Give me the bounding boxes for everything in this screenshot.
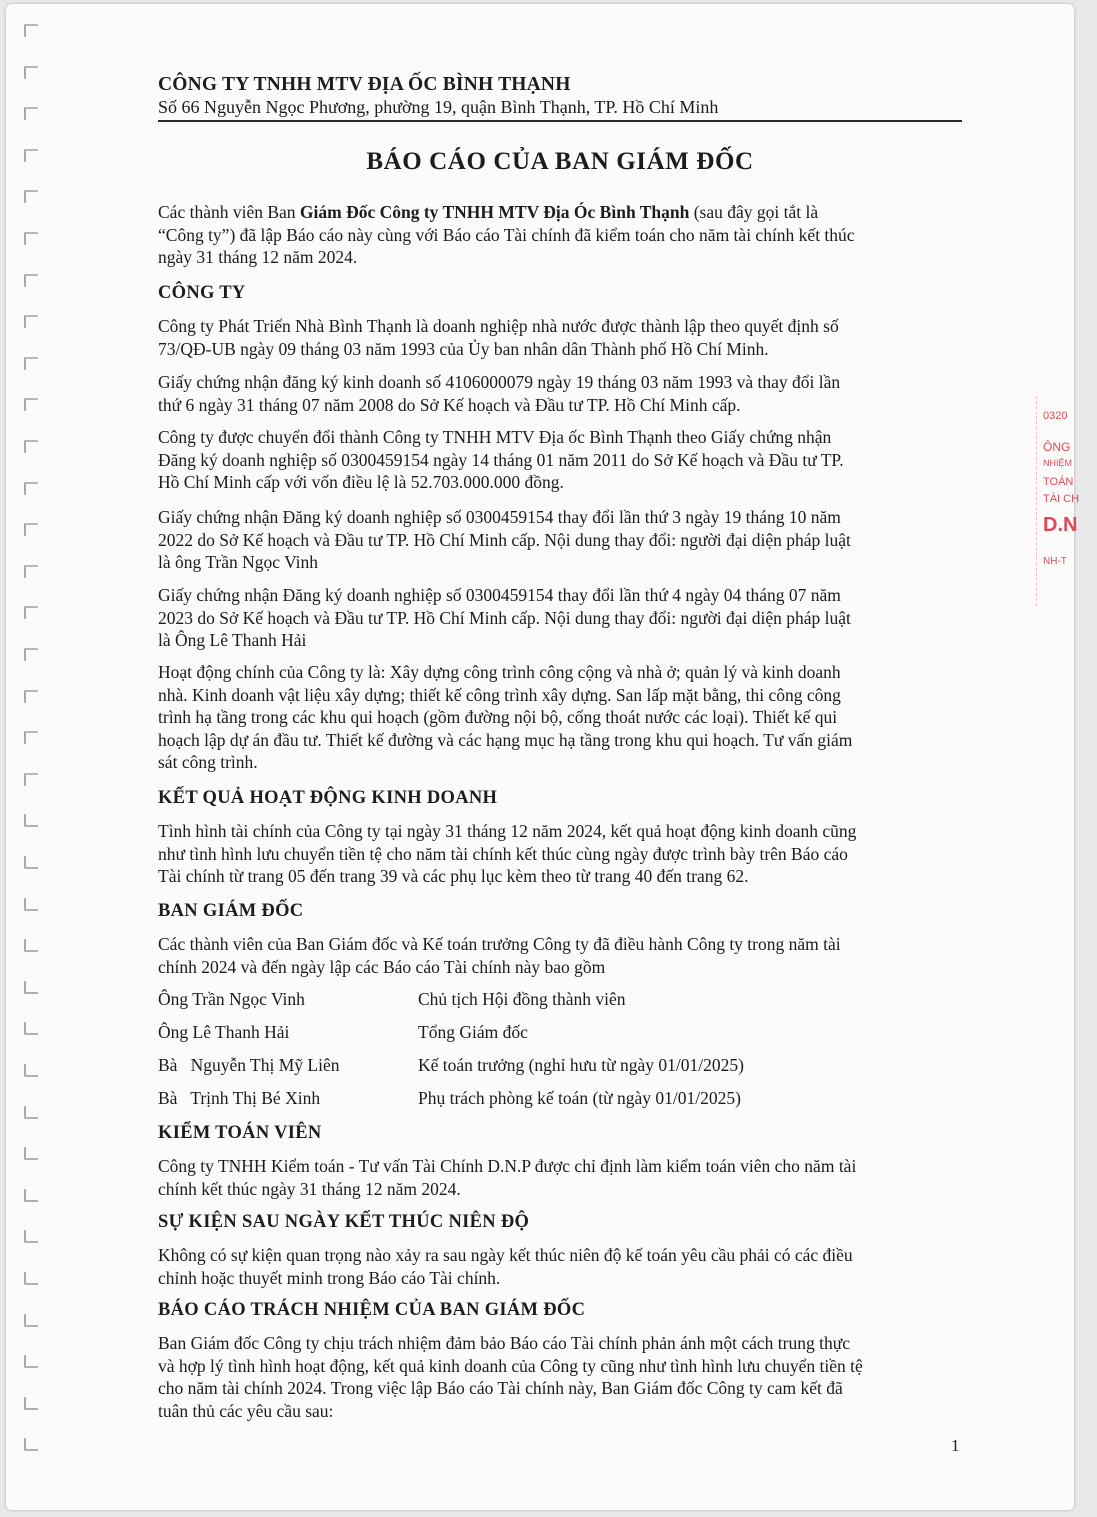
binding-hole bbox=[24, 648, 38, 661]
stamp-text: 0320 bbox=[1043, 410, 1068, 422]
text-line: Ban Giám đốc Công ty chịu trách nhiệm đảm bảo Báo cáo Tài chính phản ánh một cách trung thực bbox=[158, 1333, 850, 1353]
text-line: tuân thủ các yêu cầu sau: bbox=[158, 1400, 334, 1421]
company-name: CÔNG TY TNHH MTV ĐỊA ỐC BÌNH THẠNH bbox=[158, 74, 571, 95]
text-line: Giấy chứng nhận Đăng ký doanh nghiệp số 0300459154 thay đổi lần thứ 4 ngày 04 tháng 07 năm bbox=[158, 585, 841, 605]
stamp-text: NH-T bbox=[1043, 556, 1067, 567]
paragraph bbox=[158, 661, 956, 774]
section-heading-board: BAN GIÁM ĐỐC bbox=[158, 901, 304, 921]
section-heading-results: KẾT QUẢ HOẠT ĐỘNG KINH DOANH bbox=[158, 788, 498, 808]
stamp-text: TOÁN bbox=[1043, 476, 1074, 488]
binding-hole bbox=[24, 565, 38, 578]
text-line: là Ông Lê Thanh Hải bbox=[158, 630, 307, 651]
text-line: “Công ty”) đã lập Báo cáo này cùng với Báo cáo Tài chính đã kiểm toán cho năm tài chính kết thúc bbox=[158, 224, 855, 245]
paragraph bbox=[158, 315, 956, 360]
member-name: Bà Nguyễn Thị Mỹ Liên bbox=[158, 1055, 340, 1075]
text-line: chính kết thúc ngày 31 tháng 12 năm 2024. bbox=[158, 1178, 461, 1199]
binding-hole bbox=[24, 1189, 38, 1202]
member-name: Ông Lê Thanh Hải bbox=[158, 1022, 290, 1042]
paragraph bbox=[158, 1244, 956, 1289]
binding-hole bbox=[24, 357, 38, 370]
binding-hole bbox=[24, 66, 38, 79]
text-line: và hợp lý tình hình hoạt động, kết quả kinh doanh của Công ty cũng như tình hình lưu chuyển tiền tệ bbox=[158, 1355, 863, 1376]
binding-hole bbox=[24, 1106, 38, 1119]
binding-hole bbox=[24, 1438, 38, 1451]
text-line: là ông Trần Ngọc Vinh bbox=[158, 552, 319, 573]
paragraph bbox=[158, 820, 956, 888]
text-line: 2023 do Sở Kế hoạch và Đầu tư TP. Hồ Chí Minh cấp. Nội dung thay đổi: người đại diện pháp luật bbox=[158, 607, 851, 628]
text-line: nhà. Kinh doanh vật liệu xây dựng; thiết kế công trình xây dựng. San lấp mặt bằng, thi công công bbox=[158, 684, 841, 705]
intro-paragraph bbox=[158, 201, 956, 269]
text-line: Đăng ký doanh nghiệp số 0300459154 ngày 14 tháng 01 năm 2011 do Sở Kế hoạch và Đầu tư TP. bbox=[158, 449, 844, 470]
binding-hole bbox=[24, 1064, 38, 1077]
text-line: 73/QĐ-UB ngày 09 tháng 03 năm 1993 của Ủy ban nhân dân Thành phố Hồ Chí Minh. bbox=[158, 338, 769, 359]
paragraph bbox=[158, 1155, 956, 1200]
text-line: Hoạt động chính của Công ty là: Xây dựng công trình công cộng và nhà ở; quản lý và kinh doanh bbox=[158, 662, 841, 682]
binding-hole bbox=[24, 898, 38, 911]
binding-hole bbox=[24, 1314, 38, 1327]
binding-hole bbox=[24, 981, 38, 994]
binding-hole bbox=[24, 482, 38, 495]
binding-hole bbox=[24, 939, 38, 952]
binding-hole bbox=[24, 523, 38, 536]
text-line: Hồ Chí Minh cấp với vốn điều lệ là 52.703.000.000 đồng. bbox=[158, 472, 564, 493]
paragraph bbox=[158, 933, 956, 978]
binding-hole bbox=[24, 1355, 38, 1368]
text-line: 2022 do Sở Kế hoạch và Đầu tư TP. Hồ Chí Minh cấp. Nội dung thay đổi: người đại diện pháp luật bbox=[158, 529, 851, 550]
header-divider bbox=[158, 120, 962, 122]
binding-hole bbox=[24, 440, 38, 453]
binding-hole bbox=[24, 690, 38, 703]
binding-hole bbox=[24, 107, 38, 120]
text-line: trình hạ tầng trong các khu qui hoạch (gồm đường nội bộ, cống thoát nước các loại). Thiết kế qui bbox=[158, 707, 838, 728]
text-line: thứ 6 ngày 31 tháng 07 năm 2008 do Sở Kế hoạch và Đầu tư TP. Hồ Chí Minh cấp. bbox=[158, 394, 741, 415]
stamp-text: D.N bbox=[1043, 514, 1078, 536]
binding-hole bbox=[24, 1022, 38, 1035]
text-line: hoạch lập dự án đầu tư. Thiết kế đường và các hạng mục hạ tầng trong khu qui hoạch. Tư vấn giám bbox=[158, 729, 853, 750]
binding-hole bbox=[24, 1272, 38, 1285]
section-heading-responsibility: BÁO CÁO TRÁCH NHIỆM CỦA BAN GIÁM ĐỐC bbox=[158, 1300, 586, 1320]
red-seal-stamp bbox=[1036, 396, 1097, 606]
binding-hole bbox=[24, 1397, 38, 1410]
text-line: Công ty TNHH Kiểm toán - Tư vấn Tài Chính D.N.P được chỉ định làm kiểm toán viên cho năm tài bbox=[158, 1156, 857, 1176]
paragraph bbox=[158, 1332, 956, 1422]
binding-hole bbox=[24, 606, 38, 619]
member-role: Phụ trách phòng kế toán (từ ngày 01/01/2025) bbox=[418, 1088, 741, 1108]
binding-hole bbox=[24, 190, 38, 203]
binding-hole bbox=[24, 1147, 38, 1160]
binding-hole bbox=[24, 274, 38, 287]
binding-hole bbox=[24, 398, 38, 411]
binding-hole bbox=[24, 315, 38, 328]
binding-hole bbox=[24, 24, 38, 37]
binding-holes bbox=[24, 4, 48, 1510]
intro-text: (sau đây gọi tắt là bbox=[689, 202, 819, 222]
text-line: chỉnh hoặc thuyết minh trong Báo cáo Tài chính. bbox=[158, 1267, 501, 1288]
text-line: sát công trình. bbox=[158, 752, 258, 773]
member-role: Tổng Giám đốc bbox=[418, 1022, 528, 1042]
text-line: như tình hình lưu chuyển tiền tệ cho năm tài chính kết thúc cùng ngày được trình bày trên Báo cáo bbox=[158, 843, 848, 864]
intro-text: Các thành viên Ban bbox=[158, 202, 300, 222]
report-title: BÁO CÁO CỦA BAN GIÁM ĐỐC bbox=[366, 148, 754, 175]
member-role: Chủ tịch Hội đồng thành viên bbox=[418, 989, 626, 1009]
document-page bbox=[6, 4, 1080, 1510]
section-heading-auditor: KIỂM TOÁN VIÊN bbox=[158, 1123, 322, 1143]
page-number: 1 bbox=[951, 1436, 960, 1455]
stamp-text: ÔNG bbox=[1043, 440, 1071, 454]
binding-hole bbox=[24, 1230, 38, 1243]
binding-hole bbox=[24, 232, 38, 245]
text-line: Giấy chứng nhận Đăng ký doanh nghiệp số 0300459154 thay đổi lần thứ 3 ngày 19 tháng 10 năm bbox=[158, 507, 841, 527]
paragraph bbox=[158, 371, 956, 416]
text-line: Giấy chứng nhận đăng ký kinh doanh số 4106000079 ngày 19 tháng 03 năm 1993 và thay đổi lần bbox=[158, 372, 841, 392]
binding-hole bbox=[24, 731, 38, 744]
text-line: Không có sự kiện quan trọng nào xảy ra sau ngày kết thúc niên độ kế toán yêu cầu phải có các điều bbox=[158, 1245, 853, 1265]
paragraph bbox=[158, 584, 956, 652]
text-line: chính 2024 và đến ngày lập các Báo cáo Tài chính này bao gồm bbox=[158, 956, 606, 977]
company-address: Số 66 Nguyễn Ngọc Phương, phường 19, quận Bình Thạnh, TP. Hồ Chí Minh bbox=[158, 97, 719, 117]
member-name: Ông Trần Ngọc Vinh bbox=[158, 989, 305, 1009]
stamp-text: TÀI CH bbox=[1043, 493, 1080, 505]
binding-hole bbox=[24, 856, 38, 869]
text-line: Tài chính từ trang 05 đến trang 39 và các phụ lục kèm theo từ trang 40 đến trang 62. bbox=[158, 866, 749, 887]
member-role: Kế toán trưởng (nghỉ hưu từ ngày 01/01/2025) bbox=[418, 1055, 744, 1075]
intro-bold-company: Giám Đốc Công ty TNHH MTV Địa Óc Bình Thạnh bbox=[299, 202, 690, 222]
binding-hole bbox=[24, 149, 38, 162]
text-line: Công ty được chuyển đổi thành Công ty TNHH MTV Địa ốc Bình Thạnh theo Giấy chứng nhận bbox=[158, 427, 832, 447]
text-line: Công ty Phát Triển Nhà Bình Thạnh là doanh nghiệp nhà nước được thành lập theo quyết định số bbox=[158, 316, 839, 336]
text-line: ngày 31 tháng 12 năm 2024. bbox=[158, 247, 358, 268]
binding-hole bbox=[24, 814, 38, 827]
member-name: Bà Trịnh Thị Bé Xinh bbox=[158, 1088, 321, 1108]
paragraph bbox=[158, 506, 956, 574]
stamp-text: NHIỆM bbox=[1043, 458, 1072, 468]
text-line: Các thành viên của Ban Giám đốc và Kế toán trưởng Công ty đã điều hành Công ty trong năm tài bbox=[158, 934, 841, 954]
section-heading-events: SỰ KIỆN SAU NGÀY KẾT THÚC NIÊN ĐỘ bbox=[158, 1212, 530, 1232]
text-line: Tình hình tài chính của Công ty tại ngày 31 tháng 12 năm 2024, kết quả hoạt động kinh doanh cũng bbox=[158, 821, 857, 841]
paragraph bbox=[158, 426, 956, 494]
text-line: cho năm tài chính 2024. Trong việc lập Báo cáo Tài chính này, Ban Giám đốc Công ty cam kết đã bbox=[158, 1378, 843, 1399]
binding-hole bbox=[24, 773, 38, 786]
text-line bbox=[158, 201, 956, 224]
section-heading-company: CÔNG TY bbox=[158, 283, 246, 303]
